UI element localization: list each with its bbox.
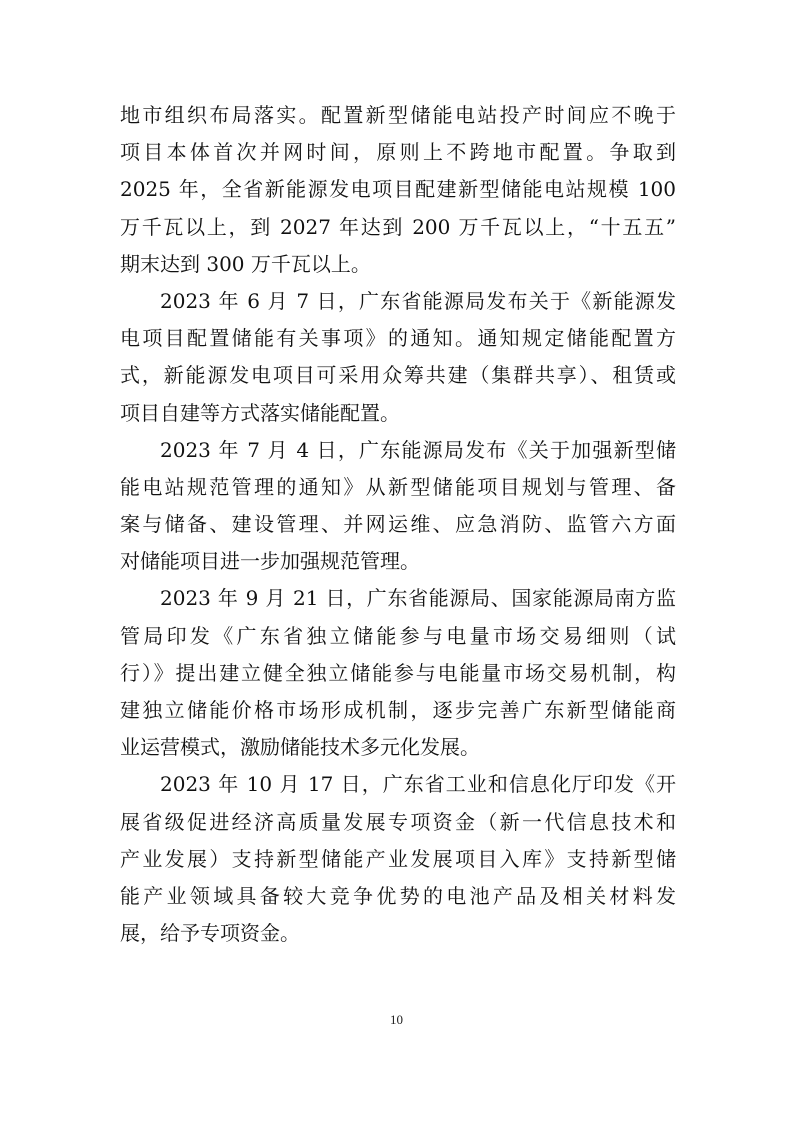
text-line: 2025 年，全省新能源发电项目配建新型储能电站规模 100 — [120, 177, 676, 202]
text-line: 产业发展）支持新型储能产业发展项目入库》支持新型储 — [120, 846, 676, 871]
paragraph-first-line: 2023 年 9 月 21 日，广东省能源局、国家能源局南方监 — [160, 586, 676, 611]
body-text — [120, 97, 676, 952]
text-line: 期末达到 300 万千瓦以上。 — [120, 251, 371, 276]
paragraph-first-line: 2023 年 7 月 4 日，广东能源局发布《关于加强新型储 — [160, 437, 676, 462]
text-line: 地市组织布局落实。配置新型储能电站投产时间应不晚于 — [120, 103, 676, 127]
text-line: 项目本体首次并网时间，原则上不跨地市配置。争取到 — [120, 140, 676, 165]
text-line: 项目自建等方式落实储能配置。 — [120, 400, 400, 425]
text-line: 对储能项目进一步加强规范管理。 — [120, 549, 420, 574]
text-line: 电项目配置储能有关事项》的通知。通知规定储能配置方 — [120, 326, 676, 351]
text-line: 业运营模式，激励储能技术多元化发展。 — [120, 735, 480, 760]
text-line: 能产业领域具备较大竞争优势的电池产品及相关材料发 — [120, 883, 676, 908]
text-line: 行）》提出建立健全独立储能参与电能量市场交易机制，构 — [120, 660, 676, 685]
text-line: 展省级促进经济高质量发展专项资金（新一代信息技术和 — [120, 809, 676, 834]
text-line: 案与储备、建设管理、并网运维、应急消防、监管六方面 — [120, 512, 676, 537]
page-number: 10 — [390, 1012, 403, 1027]
text-line: 式，新能源发电项目可采用众筹共建（集群共享）、租赁或 — [120, 363, 676, 388]
text-line: 建独立储能价格市场形成机制，逐步完善广东新型储能商 — [120, 698, 676, 722]
text-line: 万千瓦以上，到 2027 年达到 200 万千瓦以上，“十五五” — [120, 214, 676, 239]
text-line: 能电站规范管理的通知》从新型储能项目规划与管理、备 — [120, 474, 676, 499]
text-line: 展，给予专项资金。 — [120, 921, 300, 946]
paragraph-first-line: 2023 年 10 月 17 日，广东省工业和信息化厅印发《开 — [160, 772, 676, 797]
paragraph-first-line: 2023 年 6 月 7 日，广东省能源局发布关于《新能源发 — [160, 288, 676, 313]
text-line: 管局印发《广东省独立储能参与电量市场交易细则（试 — [120, 623, 676, 648]
